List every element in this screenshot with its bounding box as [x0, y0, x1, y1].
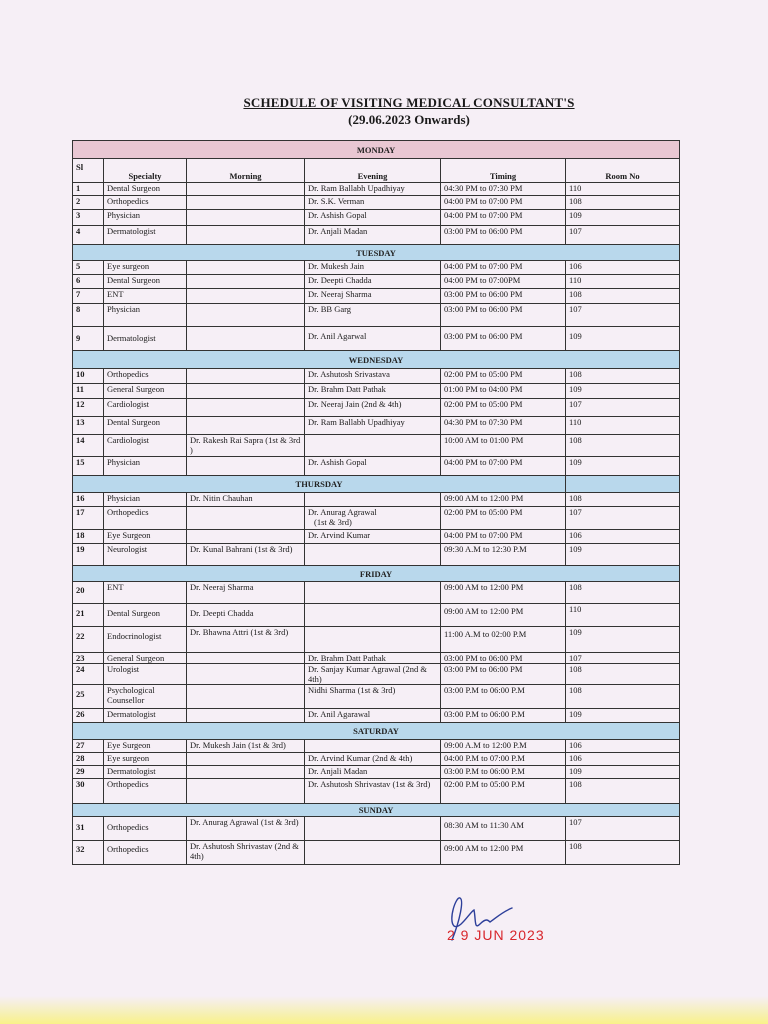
evening-cell: Dr. Ashish Gopal: [305, 210, 441, 226]
table-row: [73, 226, 680, 245]
scan-edge-highlight: [0, 996, 768, 1024]
evening-cell: Dr. Arvind Kumar (2nd & 4th): [305, 753, 441, 766]
timing-cell: 04:00 PM to 07:00 PM: [441, 196, 566, 210]
timing-cell: 03:00 PM to 06:00 PM: [441, 664, 566, 685]
specialty-cell: Orthopedics: [104, 196, 187, 210]
morning-cell: [187, 653, 305, 664]
timing-cell: 04:00 PM to 07:00 PM: [441, 261, 566, 275]
evening-cell: Dr. Arvind Kumar: [305, 530, 441, 544]
table-row: [73, 685, 680, 709]
evening-cell: Dr. Ashutosh Shrivastav (1st & 3rd): [305, 779, 441, 804]
evening-note: (1st & 3rd): [314, 517, 352, 527]
morning-cell: [187, 289, 305, 304]
timing-cell: 09:00 AM to 12:00 PM: [441, 604, 566, 627]
sl-cell: 18: [73, 530, 104, 544]
room-cell: 107: [566, 304, 680, 327]
specialty-cell: Neurologist: [104, 544, 187, 566]
timing-cell: 09:00 AM to 12:00 PM: [441, 582, 566, 604]
specialty-cell: Endocrinologist: [104, 627, 187, 653]
document-title: SCHEDULE OF VISITING MEDICAL CONSULTANT'S: [243, 95, 575, 110]
header-morning: Morning: [187, 159, 305, 183]
room-cell: 108: [566, 435, 680, 457]
day-row-friday: [73, 566, 680, 582]
date-stamp: 2 9 JUN 2023: [447, 927, 545, 943]
room-cell: 109: [566, 210, 680, 226]
sl-cell: 4: [73, 226, 104, 245]
room-cell: 109: [566, 709, 680, 723]
evening-cell: Dr. Sanjay Kumar Agrawal (2nd & 4th): [305, 664, 441, 685]
sl-cell: 5: [73, 261, 104, 275]
evening-cell: [305, 627, 441, 653]
morning-cell: [187, 327, 305, 351]
room-cell: 108: [566, 582, 680, 604]
evening-name: Dr. Neeraj Jain: [308, 399, 360, 409]
sl-cell: 22: [73, 627, 104, 653]
table-row: [73, 493, 680, 507]
morning-cell: Dr. Bhawna Attri (1st & 3rd): [187, 627, 305, 653]
table-row: [73, 304, 680, 327]
evening-cell: [305, 740, 441, 753]
day-row-monday: [73, 141, 680, 159]
morning-cell: [187, 766, 305, 779]
room-cell: 106: [566, 530, 680, 544]
room-cell: 109: [566, 384, 680, 399]
evening-note: (2nd & 4th): [361, 399, 402, 409]
header-room: Room No: [566, 159, 680, 183]
evening-cell: Dr. Anil Agarawal: [305, 709, 441, 723]
room-cell: 109: [566, 544, 680, 566]
sl-cell: 21: [73, 604, 104, 627]
table-row: [73, 779, 680, 804]
timing-cell: 03:00 PM to 06:00 PM: [441, 304, 566, 327]
table-header-row: [73, 159, 680, 183]
table-row: [73, 664, 680, 685]
timing-cell: 04:00 PM to 07:00 PM: [441, 457, 566, 476]
day-row-tuesday: [73, 245, 680, 261]
timing-cell: 09:30 A.M to 12:30 P.M: [441, 544, 566, 566]
morning-cell: [187, 183, 305, 196]
specialty-cell: Orthopedics: [104, 369, 187, 384]
sl-cell: 10: [73, 369, 104, 384]
header-sl: Sl: [73, 159, 104, 183]
table-row: [73, 369, 680, 384]
sl-cell: 28: [73, 753, 104, 766]
morning-cell: [187, 417, 305, 435]
day-label-wednesday: WEDNESDAY: [73, 351, 680, 369]
evening-cell: Dr. Anjali Madan: [305, 766, 441, 779]
specialty-cell: Physician: [104, 493, 187, 507]
specialty-cell: Psychological Counsellor: [104, 685, 187, 709]
table-row: [73, 753, 680, 766]
sl-cell: 3: [73, 210, 104, 226]
evening-cell: [305, 507, 441, 530]
room-cell: 108: [566, 685, 680, 709]
table-row: [73, 210, 680, 226]
sl-cell: 32: [73, 841, 104, 865]
timing-cell: 04:00 PM to 07:00 PM: [441, 210, 566, 226]
sl-cell: 2: [73, 196, 104, 210]
evening-cell: Dr. Brahm Datt Pathak: [305, 384, 441, 399]
room-cell: 108: [566, 196, 680, 210]
specialty-cell: Orthopedics: [104, 841, 187, 865]
evening-cell: Dr. Ashutosh Srivastava: [305, 369, 441, 384]
table-row: [73, 399, 680, 417]
timing-cell: 04:00 P.M to 07:00 P.M: [441, 753, 566, 766]
sl-cell: 6: [73, 275, 104, 289]
timing-cell: 04:30 PM to 07:30 PM: [441, 417, 566, 435]
schedule-sheet: [72, 140, 679, 865]
table-row: [73, 196, 680, 210]
timing-cell: 03:00 PM to 06:00 PM: [441, 327, 566, 351]
morning-cell: [187, 210, 305, 226]
specialty-cell: Cardiologist: [104, 399, 187, 417]
table-row: [73, 384, 680, 399]
schedule-table: [72, 140, 680, 865]
room-cell: 109: [566, 327, 680, 351]
timing-cell: 03:00 P.M to 06:00 P.M: [441, 709, 566, 723]
specialty-cell: Eye surgeon: [104, 753, 187, 766]
timing-cell: 03:00 P.M to 06:00 P.M: [441, 766, 566, 779]
specialty-cell: Urologist: [104, 664, 187, 685]
specialty-cell: Physician: [104, 304, 187, 327]
room-cell: 107: [566, 653, 680, 664]
evening-cell: [305, 544, 441, 566]
morning-cell: [187, 685, 305, 709]
evening-cell: Nidhi Sharma (1st & 3rd): [305, 685, 441, 709]
document-subtitle: (29.06.2023 Onwards): [348, 112, 470, 127]
day-label-tuesday: TUESDAY: [73, 245, 680, 261]
table-row: [73, 841, 680, 865]
evening-cell: [305, 604, 441, 627]
morning-cell: [187, 664, 305, 685]
room-cell: 108: [566, 841, 680, 865]
sl-cell: 14: [73, 435, 104, 457]
specialty-cell: General Surgeon: [104, 384, 187, 399]
header-evening: Evening: [305, 159, 441, 183]
morning-cell: Dr. Nitin Chauhan: [187, 493, 305, 507]
specialty-cell: Eye Surgeon: [104, 530, 187, 544]
morning-cell: [187, 530, 305, 544]
specialty-cell: Dermatologist: [104, 327, 187, 351]
room-cell: 109: [566, 627, 680, 653]
specialty-cell: Dental Surgeon: [104, 417, 187, 435]
room-cell: 109: [566, 457, 680, 476]
timing-cell: 10:00 AM to 01:00 PM: [441, 435, 566, 457]
room-cell: 108: [566, 289, 680, 304]
evening-cell: [305, 582, 441, 604]
morning-cell: Dr. Ashutosh Shrivastav (2nd & 4th): [187, 841, 305, 865]
sl-cell: 1: [73, 183, 104, 196]
evening-name: Dr. Anurag Agrawal: [308, 507, 377, 517]
timing-cell: 02:00 PM to 05:00 PM: [441, 369, 566, 384]
morning-cell: [187, 779, 305, 804]
specialty-cell: Dental Surgeon: [104, 183, 187, 196]
specialty-cell: Dermatologist: [104, 226, 187, 245]
table-row: [73, 653, 680, 664]
specialty-cell: Eye Surgeon: [104, 740, 187, 753]
timing-cell: 02:00 PM to 05:00 PM: [441, 399, 566, 417]
table-row: [73, 275, 680, 289]
morning-cell: [187, 275, 305, 289]
table-row: [73, 544, 680, 566]
specialty-cell: Dermatologist: [104, 766, 187, 779]
sl-cell: 12: [73, 399, 104, 417]
morning-cell: Dr. Kunal Bahrani (1st & 3rd): [187, 544, 305, 566]
timing-cell: 03:00 PM to 06:00 PM: [441, 289, 566, 304]
morning-cell: Dr. Mukesh Jain (1st & 3rd): [187, 740, 305, 753]
morning-cell: [187, 369, 305, 384]
evening-cell: Dr. Mukesh Jain: [305, 261, 441, 275]
sl-cell: 17: [73, 507, 104, 530]
sl-cell: 15: [73, 457, 104, 476]
specialty-cell: Dental Surgeon: [104, 275, 187, 289]
day-band-filler: [566, 476, 680, 493]
evening-cell: [305, 399, 441, 417]
room-cell: 108: [566, 493, 680, 507]
day-label-monday: MONDAY: [73, 141, 680, 159]
evening-cell: Dr. Brahm Datt Pathak: [305, 653, 441, 664]
table-row: [73, 766, 680, 779]
specialty-cell: Dermatologist: [104, 709, 187, 723]
sl-cell: 8: [73, 304, 104, 327]
room-cell: 107: [566, 399, 680, 417]
timing-cell: 03:00 PM to 06:00 PM: [441, 653, 566, 664]
evening-cell: [305, 435, 441, 457]
day-row-wednesday: [73, 351, 680, 369]
morning-cell: [187, 709, 305, 723]
room-cell: 107: [566, 226, 680, 245]
evening-cell: Dr. Ram Ballabh Upadhiyay: [305, 417, 441, 435]
table-row: [73, 507, 680, 530]
day-label-friday: FRIDAY: [73, 566, 680, 582]
evening-cell: [305, 817, 441, 841]
specialty-cell: Dental Surgeon: [104, 604, 187, 627]
room-cell: 110: [566, 417, 680, 435]
evening-cell: Dr. BB Garg: [305, 304, 441, 327]
day-label-thursday: THURSDAY: [73, 476, 566, 493]
sl-cell: 29: [73, 766, 104, 779]
morning-cell: [187, 304, 305, 327]
sl-cell: 20: [73, 582, 104, 604]
sl-cell: 30: [73, 779, 104, 804]
sl-cell: 9: [73, 327, 104, 351]
evening-cell: Dr. Anil Agarwal: [305, 327, 441, 351]
sl-cell: 25: [73, 685, 104, 709]
sl-cell: 11: [73, 384, 104, 399]
timing-cell: 04:00 PM to 07:00 PM: [441, 530, 566, 544]
sl-cell: 24: [73, 664, 104, 685]
morning-cell: [187, 261, 305, 275]
morning-cell: [187, 507, 305, 530]
timing-cell: 09:00 AM to 12:00 PM: [441, 841, 566, 865]
morning-cell: Dr. Rakesh Rai Sapra (1st & 3rd ): [187, 435, 305, 457]
timing-cell: 02:00 PM to 05:00 PM: [441, 507, 566, 530]
morning-cell: [187, 196, 305, 210]
table-row: [73, 740, 680, 753]
table-row: [73, 817, 680, 841]
evening-cell: [305, 841, 441, 865]
timing-cell: 11:00 A.M to 02:00 P.M: [441, 627, 566, 653]
timing-cell: 04:30 PM to 07:30 PM: [441, 183, 566, 196]
room-cell: 110: [566, 183, 680, 196]
header-specialty: Specialty: [104, 159, 187, 183]
table-row: [73, 582, 680, 604]
timing-cell: 09:00 AM to 12:00 PM: [441, 493, 566, 507]
specialty-cell: Orthopedics: [104, 779, 187, 804]
header-timing: Timing: [441, 159, 566, 183]
room-cell: 107: [566, 817, 680, 841]
morning-cell: Dr. Neeraj Sharma: [187, 582, 305, 604]
timing-cell: 04:00 PM to 07:00PM: [441, 275, 566, 289]
day-row-saturday: [73, 723, 680, 740]
evening-cell: Dr. Ram Ballabh Upadhiyay: [305, 183, 441, 196]
specialty-cell: Eye surgeon: [104, 261, 187, 275]
specialty-cell: ENT: [104, 289, 187, 304]
room-cell: 109: [566, 766, 680, 779]
sl-cell: 7: [73, 289, 104, 304]
specialty-cell: Orthopedics: [104, 817, 187, 841]
morning-cell: [187, 457, 305, 476]
sl-cell: 26: [73, 709, 104, 723]
room-cell: 110: [566, 275, 680, 289]
day-row-sunday: [73, 804, 680, 817]
room-cell: 108: [566, 779, 680, 804]
sl-cell: 19: [73, 544, 104, 566]
table-row: [73, 530, 680, 544]
morning-cell: [187, 399, 305, 417]
room-cell: 108: [566, 664, 680, 685]
evening-cell: Dr. Ashish Gopal: [305, 457, 441, 476]
table-row: [73, 183, 680, 196]
table-row: [73, 417, 680, 435]
timing-cell: 08:30 AM to 11:30 AM: [441, 817, 566, 841]
timing-cell: 03:00 PM to 06:00 PM: [441, 226, 566, 245]
timing-cell: 09:00 A.M to 12:00 P.M: [441, 740, 566, 753]
table-row: [73, 627, 680, 653]
sl-cell: 16: [73, 493, 104, 507]
day-label-sunday: SUNDAY: [73, 804, 680, 817]
evening-cell: Dr. Deepti Chadda: [305, 275, 441, 289]
table-row: [73, 604, 680, 627]
room-cell: 106: [566, 261, 680, 275]
table-row: [73, 435, 680, 457]
room-cell: 108: [566, 369, 680, 384]
morning-cell: [187, 384, 305, 399]
morning-cell: [187, 226, 305, 245]
sl-cell: 27: [73, 740, 104, 753]
specialty-cell: General Surgeon: [104, 653, 187, 664]
specialty-cell: Cardiologist: [104, 435, 187, 457]
evening-cell: Dr. S.K. Verman: [305, 196, 441, 210]
timing-cell: 02:00 P.M to 05:00 P.M: [441, 779, 566, 804]
sl-cell: 31: [73, 817, 104, 841]
specialty-cell: Orthopedics: [104, 507, 187, 530]
evening-cell: [305, 493, 441, 507]
evening-cell: Dr. Neeraj Sharma: [305, 289, 441, 304]
timing-cell: 03:00 P.M to 06:00 P.M: [441, 685, 566, 709]
morning-cell: [187, 753, 305, 766]
room-cell: 107: [566, 507, 680, 530]
timing-cell: 01:00 PM to 04:00 PM: [441, 384, 566, 399]
room-cell: 110: [566, 604, 680, 627]
table-row: [73, 457, 680, 476]
table-row: [73, 289, 680, 304]
morning-cell: Dr. Deepti Chadda: [187, 604, 305, 627]
document-header: [0, 95, 768, 128]
room-cell: 106: [566, 753, 680, 766]
room-cell: 106: [566, 740, 680, 753]
day-label-saturday: SATURDAY: [73, 723, 680, 740]
specialty-cell: Physician: [104, 210, 187, 226]
day-row-thursday: [73, 476, 680, 493]
evening-cell: Dr. Anjali Madan: [305, 226, 441, 245]
table-row: [73, 709, 680, 723]
sl-cell: 13: [73, 417, 104, 435]
specialty-cell: ENT: [104, 582, 187, 604]
table-row: [73, 327, 680, 351]
specialty-cell: Physician: [104, 457, 187, 476]
sl-cell: 23: [73, 653, 104, 664]
table-row: [73, 261, 680, 275]
morning-cell: Dr. Anurag Agrawal (1st & 3rd): [187, 817, 305, 841]
